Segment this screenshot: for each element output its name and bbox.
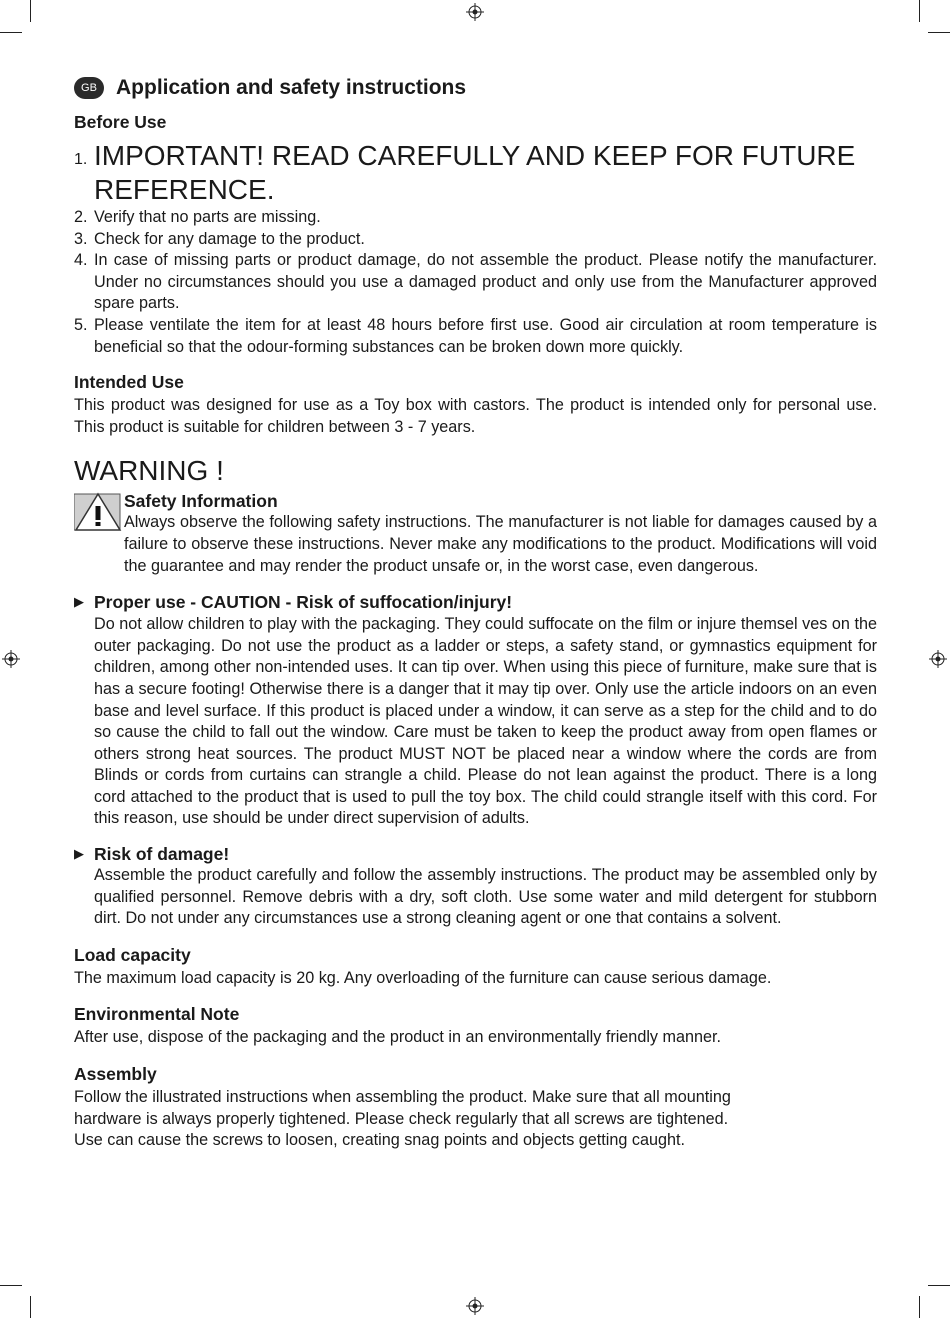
registration-mark-icon: [466, 1297, 484, 1315]
list-item: [74, 139, 877, 207]
warning-triangle-icon: [74, 490, 124, 577]
warning-title: WARNING !: [74, 455, 224, 487]
damage-heading: Risk of damage!: [94, 844, 230, 865]
arrow-icon: ▶: [74, 846, 84, 862]
crop-mark: [928, 1285, 950, 1286]
proper-use-heading: Proper use - CAUTION - Risk of suffocation/injury!: [94, 592, 513, 613]
proper-use-text: Do not allow children to play with the packaging. They could suffocate on the film or injure themsel ves on the outer packaging. Do not use the product as a ladder or steps, a safety stand, or gymnastics equipment for children, among other non-intended uses. It can tip over. When using this piece of furniture, make sure that is has a secure footing! Otherwise there is a danger that it may tip over. Only use the article indoors on an even base and level surface. If this product is placed under a window, it can serve as a step for the child and to do so cause the child to fall out the window. Care must be taken to keep the product away from open flames or others strong heat sources. The product MUST NOT be placed near a window where the cords are from Blinds or cords from curtains can strangle a child. Please do not lean against the product. There is a long cord attached to the product that is used to pull the toy box. The child could strangle itself with this cord. For this reason, use should be under direct supervision of adults.: [94, 615, 877, 828]
list-item: [74, 207, 877, 229]
crop-mark: [30, 1296, 31, 1318]
title-row: [74, 74, 877, 102]
load-capacity-text: The maximum load capacity is 20 kg. Any overloading of the furniture can cause serious damage.: [74, 968, 772, 987]
crop-mark: [919, 0, 920, 22]
item-number: 4.: [74, 251, 88, 270]
list-item: [74, 315, 877, 358]
crop-mark: [928, 32, 950, 33]
item-text: Verify that no parts are missing.: [94, 208, 321, 226]
registration-mark-icon: [2, 650, 20, 668]
registration-mark-icon: [929, 650, 947, 668]
safety-text: Always observe the following safety instructions. The manufacturer is not liable for damages caused by a failure to observe these instructions. Never make any modifications to the product. Modifications will void the guarantee and may render the product unsafe or, in the worst case, even dangerous.: [124, 513, 877, 575]
item-text: IMPORTANT! READ CAREFULLY AND KEEP FOR FUTURE REFERENCE.: [94, 140, 856, 205]
environmental-text: After use, dispose of the packaging and the product in an environmentally friendly manner.: [74, 1028, 721, 1047]
registration-mark-icon: [466, 3, 484, 21]
load-capacity-heading: Load capacity: [74, 944, 191, 965]
crop-mark: [919, 1296, 920, 1318]
item-text: Check for any damage to the product.: [94, 229, 365, 248]
proper-use-body: [94, 591, 877, 830]
page-title: Application and safety instructions: [116, 76, 467, 99]
crop-mark: [0, 1285, 22, 1286]
list-item: [74, 250, 877, 315]
damage-section: [74, 843, 877, 930]
item-text: Please ventilate the item for at least 48 hours before first use. Good air circulation at room temperature is beneficial so that the odour-forming substances can be broken down more quickly.: [94, 315, 877, 356]
proper-use-section: [74, 591, 877, 830]
damage-text: Assemble the product carefully and follow the assembly instructions. The product may be assembled only by qualified personnel. Remove debris with a dry, soft cloth. Use some water and mild detergent for stubborn dirt. Do not under any circumstances use a strong cleaning agent or one that contains a solvent.: [94, 866, 877, 928]
item-text: In case of missing parts or product damage, do not assemble the product. Please notify the manufacturer. Under no circumstances should you use a damaged product and only use from the Manufacturer approved spare parts.: [94, 251, 877, 313]
environmental-heading: Environmental Note: [74, 1004, 240, 1025]
list-item: [74, 229, 877, 251]
crop-mark: [0, 32, 22, 33]
item-number: 2.: [74, 208, 88, 226]
intended-use-text: This product was designed for use as a Toy box with castors. The product is intended only for personal use. This product is suitable for children between 3 - 7 years.: [74, 396, 877, 436]
language-badge: GB: [74, 77, 104, 99]
crop-mark: [30, 0, 31, 22]
assembly-line: Follow the illustrated instructions when assembling the product. Make sure that all mounting: [74, 1088, 731, 1107]
item-number: 1.: [74, 151, 88, 168]
document-page: [74, 74, 877, 1152]
item-number: 3.: [74, 229, 88, 248]
assembly-line: hardware is always properly tightened. Please check regularly that all screws are tightened.: [74, 1109, 729, 1128]
damage-body: [94, 843, 877, 930]
before-use-heading: Before Use: [74, 112, 167, 132]
assembly-heading: Assembly: [74, 1064, 157, 1085]
assembly-line: Use can cause the screws to loosen, creating snag points and objects getting caught.: [74, 1131, 685, 1150]
item-number: 5.: [74, 315, 88, 334]
before-use-list: [74, 139, 877, 358]
intended-use-heading: Intended Use: [74, 372, 184, 393]
safety-heading: Safety Information: [124, 491, 278, 512]
arrow-icon: ▶: [74, 594, 84, 610]
safety-information: [74, 490, 877, 577]
safety-body: [124, 490, 877, 577]
